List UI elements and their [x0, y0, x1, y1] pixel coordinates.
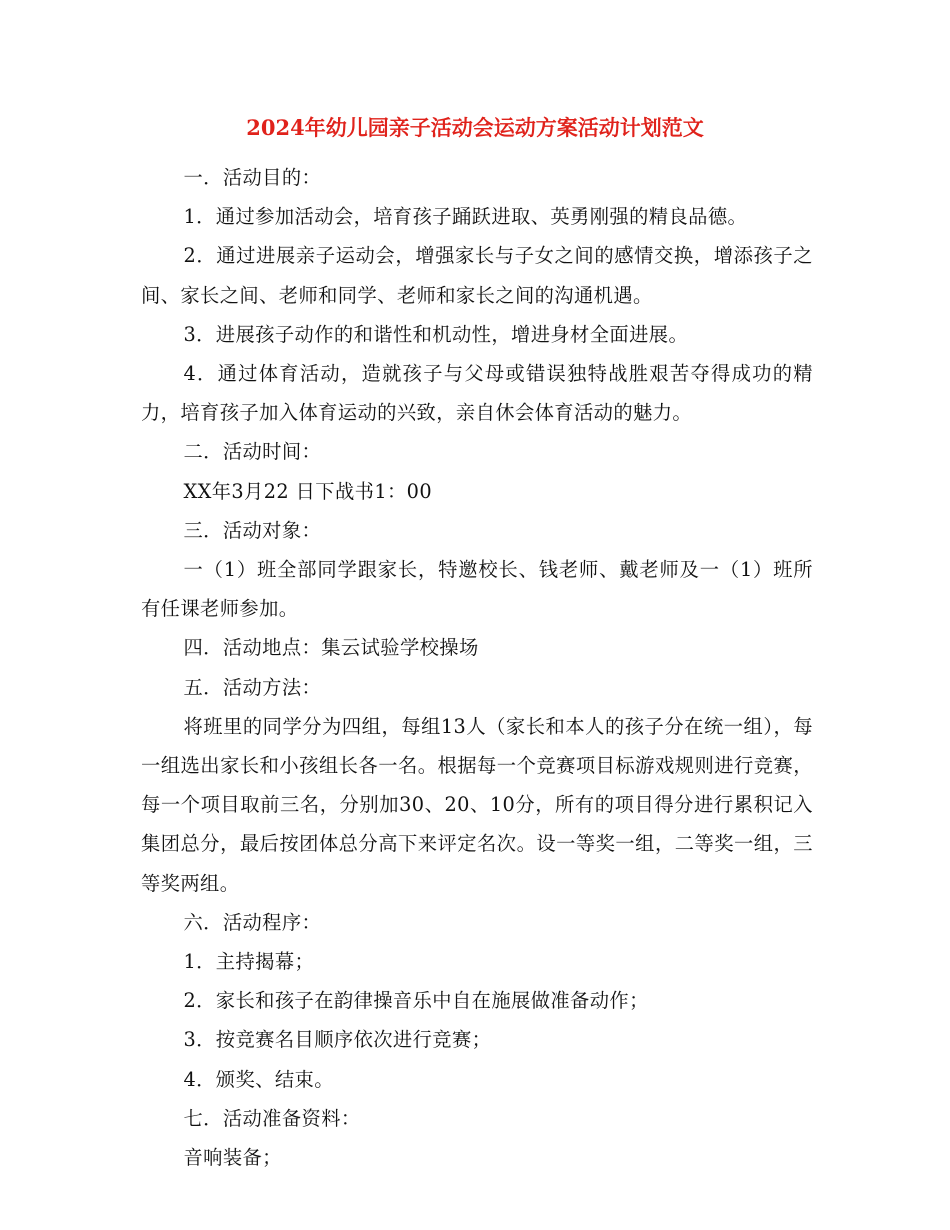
section-heading-procedure: 六．活动程序：	[183, 910, 322, 934]
paragraph: 3．按竞赛名目顺序依次进行竞赛；	[183, 1028, 492, 1052]
section-heading-time: 二．活动时间：	[183, 440, 322, 464]
document-body	[141, 158, 813, 1177]
paragraph: 1．主持揭幕；	[183, 950, 315, 974]
section-heading-method: 五．活动方法：	[183, 675, 322, 699]
section-heading-materials: 七．活动准备资料：	[183, 1106, 361, 1130]
paragraph: 音响装备；	[183, 1146, 282, 1170]
paragraph: 4．颁奖、结束。	[183, 1067, 334, 1091]
paragraph: 2．通过进展亲子运动会，增强家长与子女之间的感情交换，增添孩子之间、家长之间、老师和同学、老师和家长之间的沟通机遇。	[141, 244, 813, 307]
section-heading-target: 三．活动对象：	[183, 518, 322, 542]
section-heading-location: 四．活动地点：集云试验学校操场	[183, 636, 479, 660]
section-heading-purpose: 一．活动目的：	[183, 166, 322, 189]
paragraph: 一（1）班全部同学跟家长，特邀校长、钱老师、戴老师及一（1）班所有任课老师参加。	[141, 558, 813, 621]
paragraph: 3．进展孩子动作的和谐性和机动性，增进身材全面进展。	[183, 322, 689, 346]
paragraph: 2．家长和孩子在韵律操音乐中自在施展做准备动作；	[183, 989, 649, 1013]
paragraph: XX年3月22 日下战书1：00	[183, 479, 433, 503]
document-title: 2024年幼儿园亲子活动会运动方案活动计划范文	[246, 115, 704, 140]
paragraph: 4．通过体育活动，造就孩子与父母或错误独特战胜艰苦夺得成功的精力，培育孩子加入体育运动的兴致，亲自休会体育活动的魅力。	[141, 362, 813, 425]
paragraph: 将班里的同学分为四组，每组13人（家长和本人的孩子分在统一组），每一组选出家长和小孩组长各一名。根据每一个竞赛项目标游戏规则进行竞赛，每一个项目取前三名，分别加30、20、10分，所有的项目得分进行累积记入集团总分，最后按团体总分高下来评定名次。设一等奖一组，二等奖一组，三等奖两组。	[141, 714, 813, 895]
paragraph: 1．通过参加活动会，培育孩子踊跃进取、英勇刚强的精良品德。	[183, 205, 748, 229]
